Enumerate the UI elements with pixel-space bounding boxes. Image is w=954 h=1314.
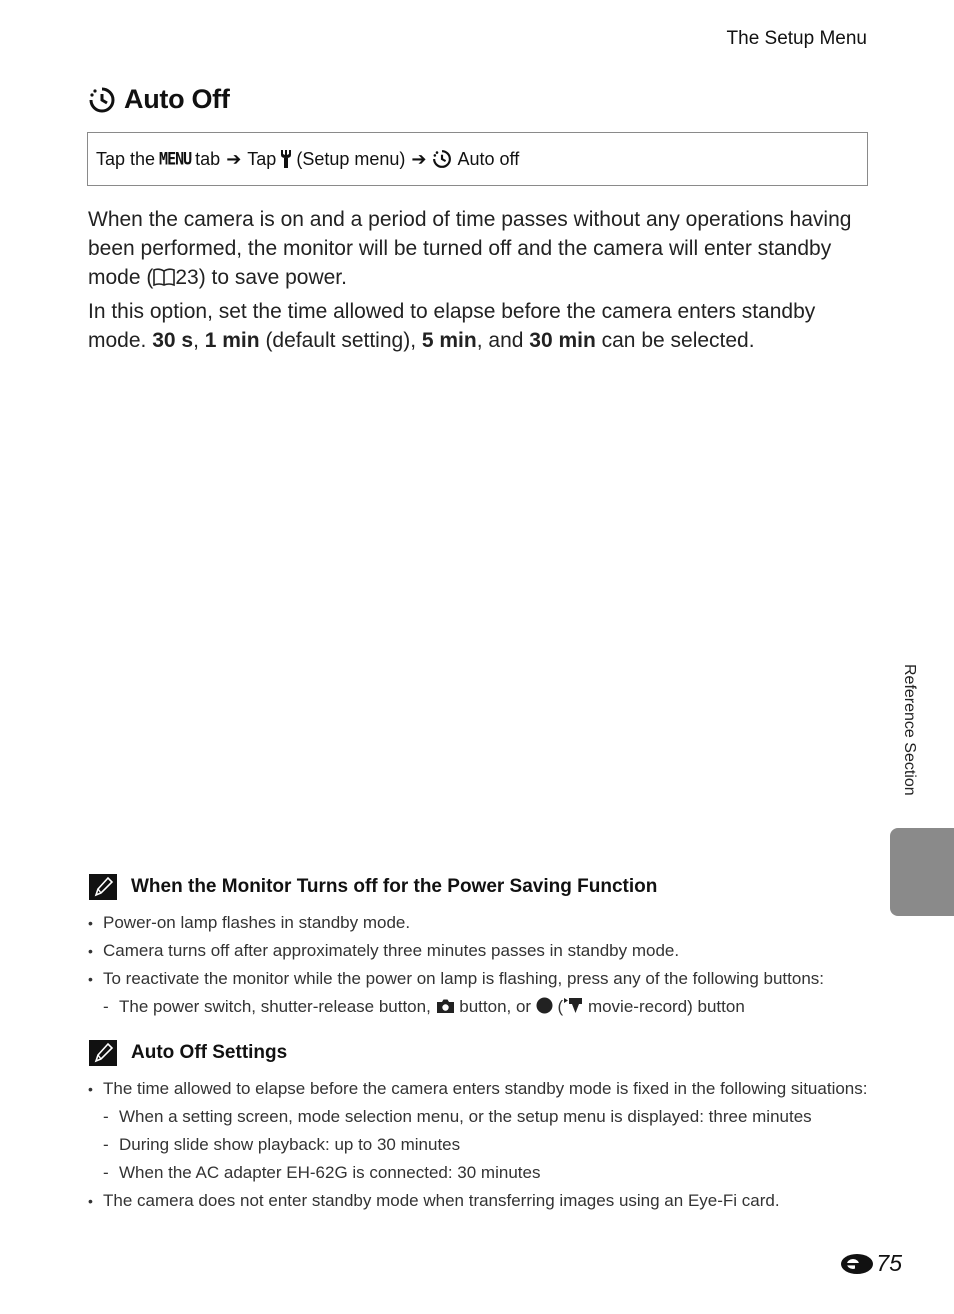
page-reference: 23 — [175, 266, 199, 289]
book-icon — [153, 267, 175, 287]
option-30s: 30 s — [152, 329, 194, 352]
nav-auto-off: Auto off — [457, 148, 520, 169]
sub-list-item: - During slide show playback: up to 30 minutes — [88, 1131, 878, 1159]
list-item-text: To reactivate the monitor while the power on lamp is flashing, press any of the following buttons: — [103, 969, 824, 988]
intro-paragraph — [88, 205, 878, 292]
note-heading-settings — [89, 1040, 287, 1066]
sub-text-d: movie-record) button — [583, 997, 745, 1016]
note-pencil-icon — [89, 1040, 117, 1066]
and-text: , and — [476, 329, 530, 352]
movie-camera-icon — [563, 997, 583, 1014]
nav-tap: Tap — [247, 148, 277, 169]
list-item-text: The camera does not enter standby mode when transferring images using an Eye-Fi card. — [103, 1191, 780, 1210]
sub-item-text: During slide show playback: up to 30 minutes — [119, 1135, 461, 1154]
auto-off-small-icon — [432, 149, 452, 169]
sub-list-item: - When the AC adapter EH-62G is connected: 30 minutes — [88, 1159, 878, 1187]
section-tab — [890, 828, 954, 916]
sub-text-b: button, or — [454, 997, 536, 1016]
sub-item-text: When the AC adapter EH-62G is connected: 30 minutes — [119, 1163, 541, 1182]
title-text: Auto Off — [124, 84, 230, 114]
list-item: • Camera turns off after approximately three minutes passes in standby mode. — [88, 937, 878, 965]
default-note: (default setting), — [259, 329, 422, 352]
sub-text-a: The power switch, shutter-release button, — [119, 997, 436, 1016]
list-item: • The camera does not enter standby mode when transferring images using an Eye-Fi card. — [88, 1187, 878, 1215]
intro-text-end: ) to save power. — [198, 266, 347, 289]
sub-list-item: - When a setting screen, mode selection menu, or the setup menu is displayed: three minutes — [88, 1103, 878, 1131]
nav-tap-the: Tap the — [96, 148, 156, 169]
separator: , — [193, 329, 205, 352]
side-label-text: Reference Section — [901, 664, 918, 796]
list-item-text: The time allowed to elapse before the camera enters standby mode is fixed in the following situations: — [103, 1079, 868, 1098]
sub-item-content — [119, 993, 745, 1021]
menu-glyph: MENU — [159, 148, 192, 170]
record-dot-icon — [536, 997, 553, 1014]
list-item-text: Power-on lamp flashes in standby mode. — [103, 913, 411, 932]
nav-tab: tab — [195, 148, 221, 169]
options-end: can be selected. — [595, 329, 755, 352]
nav-setup-menu: (Setup menu) — [296, 148, 406, 169]
camera-icon — [436, 998, 455, 1014]
note-title: Auto Off Settings — [131, 1042, 288, 1063]
option-30min: 30 min — [529, 329, 596, 352]
list-item-text: Camera turns off after approximately three minutes passes in standby mode. — [103, 941, 680, 960]
note-title: When the Monitor Turns off for the Power Saving Function — [131, 876, 658, 897]
list-item: • To reactivate the monitor while the power on lamp is flashing, press any of the following buttons: — [88, 965, 878, 993]
navigation-path — [87, 132, 868, 186]
sub-item-text: When a setting screen, mode selection menu, or the setup menu is displayed: three minutes — [119, 1107, 812, 1126]
option-5min: 5 min — [421, 329, 477, 352]
arrow-icon-2: ➔ — [411, 148, 427, 169]
list-item: • Power-on lamp flashes in standby mode. — [88, 909, 878, 937]
page-title — [88, 84, 230, 115]
header-section: The Setup Menu — [726, 28, 867, 49]
note-heading-monitor — [89, 874, 657, 900]
monitor-note-list — [88, 909, 878, 1021]
sub-text-c: ( — [552, 997, 564, 1016]
side-section-label — [896, 664, 918, 814]
wrench-icon — [280, 149, 292, 169]
page-number-text: 75 — [876, 1250, 902, 1276]
settings-note-list — [88, 1075, 878, 1215]
arrow-icon: ➔ — [226, 148, 242, 169]
sub-list-item: - The power switch, shutter-release button, button, or ( movie-record) button — [88, 993, 878, 1021]
options-text: In this option, set the time allowed to elapse before the camera enters standby mode. — [88, 300, 816, 352]
reference-e-icon — [840, 1253, 874, 1275]
option-1min: 1 min — [204, 329, 260, 352]
list-item: • The time allowed to elapse before the camera enters standby mode is fixed in the following situations: — [88, 1075, 878, 1103]
note-pencil-icon — [89, 874, 117, 900]
page-number — [840, 1250, 902, 1277]
auto-off-icon — [88, 86, 116, 114]
options-paragraph — [88, 297, 878, 355]
intro-text: When the camera is on and a period of time passes without any operations having been performed, the monitor will be turned off and the camera will enter standby mode ( — [88, 208, 852, 289]
